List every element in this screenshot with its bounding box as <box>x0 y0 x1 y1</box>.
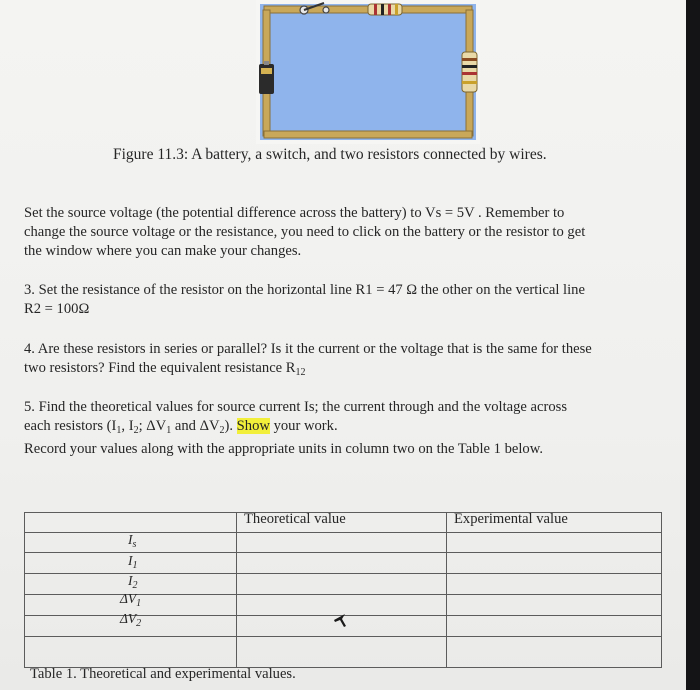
text-line: R2 = 100Ω <box>24 301 90 317</box>
voltage-instructions <box>24 204 585 261</box>
table-border <box>446 512 447 668</box>
text-line: 4. Are these resistors in series or parallel? Is it the current or the voltage that is the same for these <box>24 341 592 357</box>
figure-caption: Figure 11.3: A battery, a switch, and two resistors connected by wires. <box>113 146 547 163</box>
wire-icon <box>264 131 472 138</box>
text-line: two resistors? Find the equivalent resistance $R_{12}$ <box>24 360 306 378</box>
text-line: 3. Set the resistance of the resistor on the horizontal line R1 = 47 Ω the other on the vertical line <box>24 282 585 298</box>
text-line: each resistors ($I_1$, $I_2$; $\Delta V_1$ and $\Delta V_2$). Show your work. <box>24 418 338 436</box>
battery-icon <box>259 61 274 94</box>
text-line: Record your values along with the appropriate units in column two on the Table 1 below. <box>24 441 543 457</box>
resistor-icon <box>368 4 402 15</box>
table-border <box>24 552 662 553</box>
table-border <box>661 512 662 668</box>
header-theoretical: Theoretical value <box>244 511 346 527</box>
text-line: 5. Find the theoretical values for source current Is; the current through and the voltage across <box>24 399 568 415</box>
table-border <box>24 532 662 533</box>
step-4-series-parallel <box>24 340 592 382</box>
text-line: the window where you can make your changes. <box>24 243 302 259</box>
circuit-figure <box>256 0 480 144</box>
cursor-arrow-icon <box>333 612 347 628</box>
row-label-dv1: $\Delta V_1$ <box>120 591 142 609</box>
header-experimental: Experimental value <box>454 511 568 527</box>
row-label-i1: $I_1$ <box>128 553 138 571</box>
values-table <box>24 512 662 668</box>
step-5-theoretical <box>24 398 567 459</box>
highlighted-word: Show <box>236 418 270 434</box>
circuit-diagram <box>256 0 480 144</box>
row-label-is: $I_s$ <box>128 532 137 550</box>
table-border <box>24 636 662 637</box>
resistor-icon <box>462 52 477 92</box>
row-label-i2: $I_2$ <box>128 573 138 591</box>
text-line: Set the source voltage (the potential difference across the battery) to Vs = 5V . Remember to <box>24 205 565 221</box>
table-caption: Table 1. Theoretical and experimental values. <box>30 666 296 682</box>
table-border <box>24 573 662 574</box>
table-border <box>24 512 25 668</box>
text-line: change the source voltage or the resistance, you need to click on the battery or the resistor to get <box>24 224 586 240</box>
row-label-dv2: $\Delta V_2$ <box>120 611 142 629</box>
table-border <box>236 512 237 668</box>
step-3-resistance <box>24 281 585 319</box>
